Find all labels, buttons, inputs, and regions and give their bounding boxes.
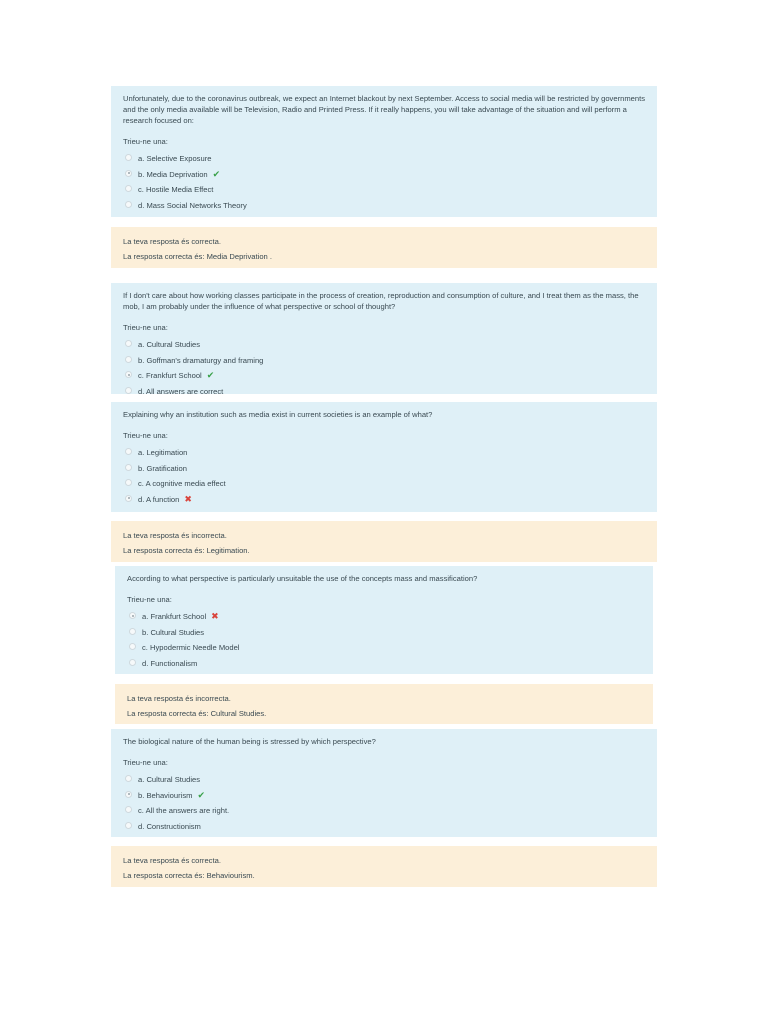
answer-option-c[interactable] xyxy=(123,368,646,384)
radio-button[interactable] xyxy=(125,822,132,829)
choose-one-prompt: Trieu-ne una: xyxy=(123,137,168,146)
answer-option-a[interactable] xyxy=(123,772,646,788)
option-label: b. Gratification xyxy=(138,463,187,473)
feedback-5 xyxy=(111,846,657,887)
option-label: d. Functionalism xyxy=(142,658,198,668)
option-label: b. Behaviourism xyxy=(138,790,193,800)
cross-icon: ✖ xyxy=(211,611,219,622)
option-label: d. All answers are correct xyxy=(138,386,224,396)
option-label: a. Selective Exposure xyxy=(138,154,212,164)
feedback-status: La teva resposta és incorrecta. xyxy=(127,694,231,703)
radio-button[interactable] xyxy=(125,479,132,486)
question-text: The biological nature of the human being is stressed by which perspective? xyxy=(123,737,376,746)
option-label: d. Constructionism xyxy=(138,821,201,831)
radio-button-selected[interactable] xyxy=(125,791,132,798)
check-icon: ✔ xyxy=(212,168,221,179)
answer-option-b[interactable] xyxy=(127,625,642,641)
radio-button[interactable] xyxy=(125,154,132,161)
feedback-1 xyxy=(111,227,657,268)
option-label: a. Frankfurt School xyxy=(142,612,207,622)
option-label: a. Cultural Studies xyxy=(138,775,201,785)
radio-button[interactable] xyxy=(129,659,136,666)
answer-option-d[interactable] xyxy=(123,384,646,400)
choose-one-prompt: Trieu-ne una: xyxy=(123,323,168,332)
answer-option-d[interactable] xyxy=(127,656,642,672)
answer-option-d[interactable] xyxy=(123,819,646,835)
radio-button[interactable] xyxy=(125,185,132,192)
answer-option-a[interactable] xyxy=(127,609,642,625)
cross-icon: ✖ xyxy=(184,493,192,504)
option-label: c. Hostile Media Effect xyxy=(138,185,214,195)
radio-button-selected[interactable] xyxy=(125,495,132,502)
answer-option-c[interactable] xyxy=(123,803,646,819)
choose-one-prompt: Trieu-ne una: xyxy=(127,595,172,604)
question-1 xyxy=(111,86,657,217)
answer-option-d[interactable] xyxy=(123,492,646,508)
option-label: c. A cognitive media effect xyxy=(138,479,226,489)
answer-option-b[interactable] xyxy=(123,461,646,477)
radio-button-selected[interactable] xyxy=(125,371,132,378)
option-label: a. Legitimation xyxy=(138,448,188,458)
radio-button[interactable] xyxy=(125,387,132,394)
feedback-status: La teva resposta és incorrecta. xyxy=(123,531,227,540)
answer-option-b[interactable] xyxy=(123,167,646,183)
answer-option-b[interactable] xyxy=(123,788,646,804)
answer-option-b[interactable] xyxy=(123,353,646,369)
feedback-correct-answer: La resposta correcta és: Cultural Studies. xyxy=(127,709,267,718)
feedback-4 xyxy=(115,684,653,724)
feedback-status: La teva resposta és correcta. xyxy=(123,856,221,865)
option-label: d. Mass Social Networks Theory xyxy=(138,200,247,210)
radio-button-selected[interactable] xyxy=(129,612,136,619)
question-3 xyxy=(111,402,657,512)
radio-button[interactable] xyxy=(125,356,132,363)
feedback-correct-answer: La resposta correcta és: Behaviourism. xyxy=(123,871,255,880)
answer-option-a[interactable] xyxy=(123,151,646,167)
answer-option-c[interactable] xyxy=(123,476,646,492)
radio-button[interactable] xyxy=(125,464,132,471)
option-label: c. Frankfurt School xyxy=(138,371,202,381)
radio-button[interactable] xyxy=(125,340,132,347)
radio-button[interactable] xyxy=(129,643,136,650)
radio-button[interactable] xyxy=(125,448,132,455)
radio-button-selected[interactable] xyxy=(125,170,132,177)
answer-option-a[interactable] xyxy=(123,337,646,353)
answer-option-c[interactable] xyxy=(127,640,642,656)
option-label: c. All the answers are right. xyxy=(138,806,230,816)
question-text: Unfortunately, due to the coronavirus outbreak, we expect an Internet blackout by next September. Access to social media will be restricted by governments and the only media available will be Television, Radio and Printed Press. If it really happens, you will take advantage of the situation and will perform a research focused on: xyxy=(123,94,645,125)
choose-one-prompt: Trieu-ne una: xyxy=(123,758,168,767)
feedback-correct-answer: La resposta correcta és: Legitimation. xyxy=(123,546,250,555)
question-2 xyxy=(111,283,657,394)
feedback-correct-answer: La resposta correcta és: Media Deprivation . xyxy=(123,252,272,261)
option-label: d. A function xyxy=(138,494,180,504)
question-text: According to what perspective is particularly unsuitable the use of the concepts mass and massification? xyxy=(127,574,478,583)
option-label: c. Hypodermic Needle Model xyxy=(142,643,240,653)
question-5 xyxy=(111,729,657,837)
radio-button[interactable] xyxy=(125,775,132,782)
check-icon: ✔ xyxy=(206,370,215,381)
feedback-3 xyxy=(111,521,657,562)
radio-button[interactable] xyxy=(125,201,132,208)
check-icon: ✔ xyxy=(197,789,205,800)
option-label: b. Goffman's dramaturgy and framing xyxy=(138,355,264,365)
radio-button[interactable] xyxy=(129,628,136,635)
choose-one-prompt: Trieu-ne una: xyxy=(123,431,168,440)
option-label: a. Cultural Studies xyxy=(138,340,201,350)
radio-button[interactable] xyxy=(125,806,132,813)
question-text: If I don't care about how working classes participate in the process of creation, reproduction and consumption of culture, and I treat them as the mass, the mob, I am probably under the influence of what perspective or school of thought? xyxy=(123,291,639,311)
question-4 xyxy=(115,566,653,674)
answer-option-d[interactable] xyxy=(123,198,646,214)
answer-option-a[interactable] xyxy=(123,445,646,461)
option-label: b. Media Deprivation xyxy=(138,169,208,179)
option-label: b. Cultural Studies xyxy=(142,627,205,637)
feedback-status: La teva resposta és correcta. xyxy=(123,237,221,246)
answer-option-c[interactable] xyxy=(123,182,646,198)
question-text: Explaining why an institution such as media exist in current societies is an example of what? xyxy=(123,410,433,419)
